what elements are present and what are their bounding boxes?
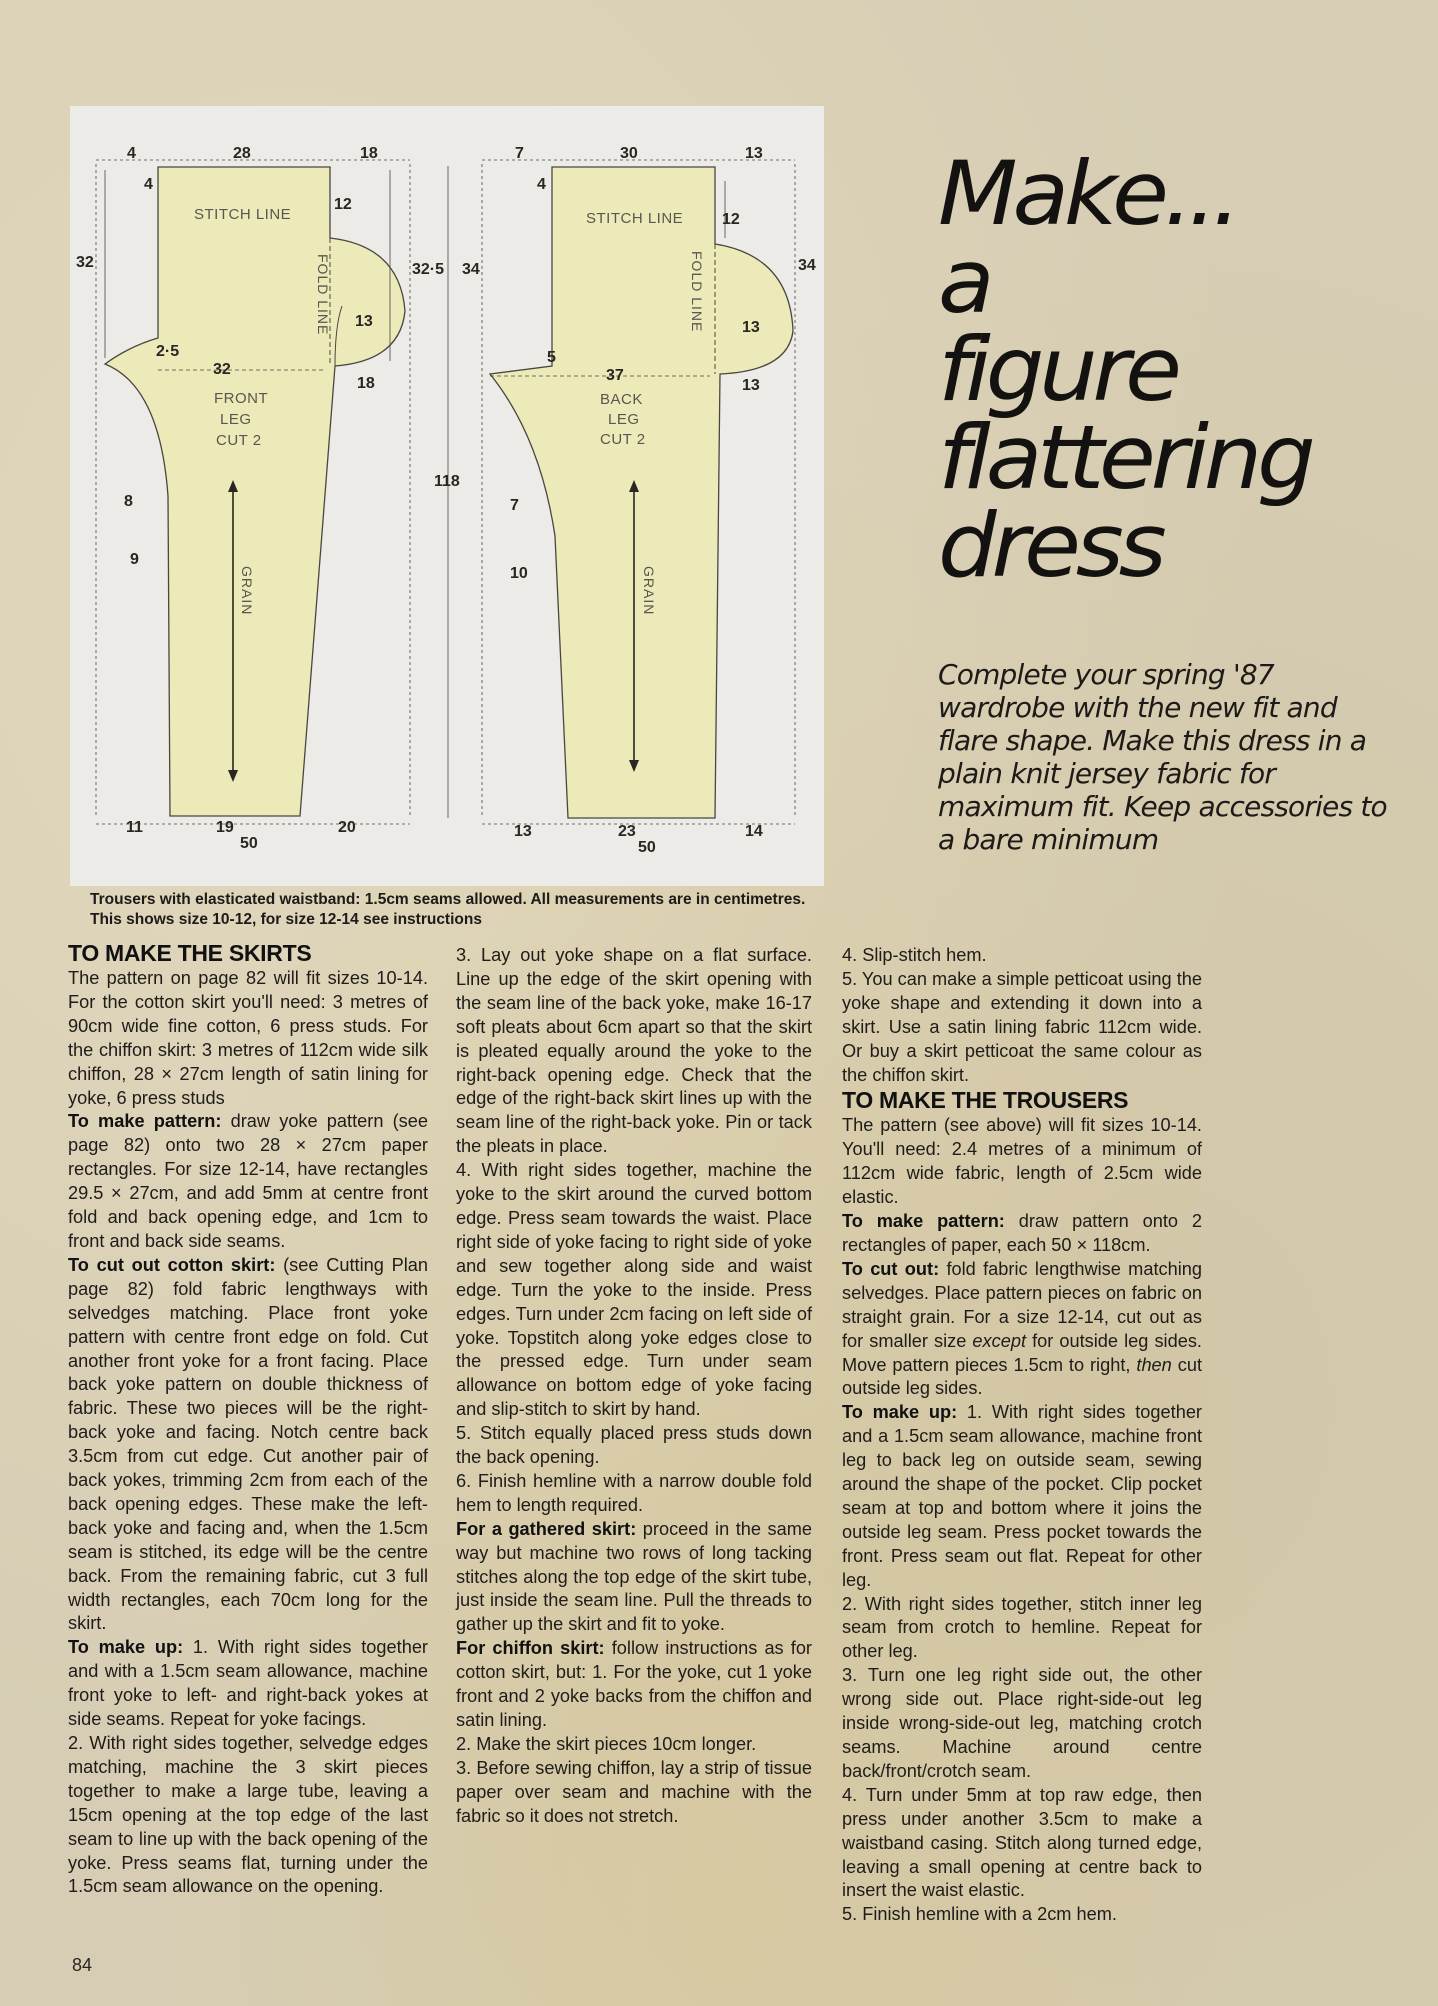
back-dim-12: 10 (510, 565, 528, 582)
front-dim-6: 32·5 (412, 261, 445, 278)
trousers-cut-then: then (1136, 1354, 1172, 1375)
trousers-step3: 3. Turn one leg right side out, the other wrong side out. Place right-side-out leg inside wrong-side-out leg, matching crotch seams. Machine around centre back/front/crotch seam. (842, 1665, 1202, 1781)
back-dim-0: 7 (515, 145, 524, 162)
back-dim-3: 4 (537, 176, 546, 193)
column-1 (68, 940, 428, 1899)
back-dim-4: 34 (462, 261, 480, 278)
front-dim-7: 13 (355, 313, 373, 330)
gathered-lead: For a gathered skirt: (456, 1518, 637, 1539)
chiffon-step2: 2. Make the skirt pieces 10cm longer. (456, 1733, 757, 1754)
gathered-text: proceed in the same way but machine two rows of long tacking stitches along the top edge of the skirt tube, just inside the seam line. Pull the threads to gather up the skirt and fit to yoke. (456, 1518, 812, 1635)
back-grain: GRAIN (641, 566, 657, 616)
skirts-step3: 3. Lay out yoke shape on a flat surface. Line up the edge of the skirt opening with the seam line of the back yoke, make 16-17 soft pleats about 6cm apart so that the skirt is pleated equally around the yoke to the right-back opening edge. Check that the edge of the right-back skirt lines up with the seam line of the right-back yoke. Pin or tack the pleats in place. (456, 945, 812, 1157)
title-line-5: dress (938, 494, 1162, 597)
back-dim-8: 5 (547, 349, 556, 366)
skirts-makeup-text: 1. With right sides together and with a 1.5cm seam allowance, machine front yoke to left- and right-back yokes at side seams. Repeat for yoke facings. (68, 1637, 428, 1730)
trousers-cut-except: except (972, 1330, 1027, 1351)
front-dim-11: 8 (124, 493, 133, 510)
back-dim-1: 30 (620, 145, 638, 162)
column-2 (456, 944, 812, 1829)
back-leg-outline (490, 167, 793, 818)
title-line-2: a (938, 230, 990, 333)
page-number: 84 (72, 1955, 93, 1975)
back-stitch-line: STITCH LINE (586, 210, 684, 227)
back-dim-5: 12 (722, 211, 740, 228)
front-stitch-line: STITCH LINE (194, 206, 292, 223)
diagram-caption: Trousers with elasticated waistband: 1.5cm seams allowed. All measurements are in centimetres. This shows size 10-12, for size 12-14 see instructions (90, 891, 806, 928)
trousers-intro: The pattern (see above) will fit sizes 10-14. You'll need: 2.4 metres of a minimum of 112cm wide fabric, length of 2.5cm wide elastic. (842, 1115, 1202, 1208)
trousers-cut-b: for outside leg sides. Move pattern pieces 1.5cm to right, (842, 1330, 1202, 1375)
page-title (938, 142, 1378, 597)
skirts-step4: 4. With right sides together, machine the yoke to the skirt around the curved bottom edge. Press seam towards the waist. Place right side of yoke facing to right side of yoke and sew together along side and waist edge. Turn the yoke to the inside. Press edges. Turn under 2cm facing on left side of yoke. Topstitch along yoke edges close to the pressed edge. Turn under seam allowance on bottom edge of yoke facing and slip-stitch to skirt by hand. (456, 1160, 812, 1420)
skirts-pattern-text: draw yoke pattern (see page 82) onto two 28 × 27cm paper rectangles. For size 12-14, have rectangles 29.5 × 27cm, and add 5mm at centre front fold and back opening edge, and 1cm to front and back side seams. (68, 1111, 428, 1251)
front-leg-outline (105, 167, 405, 816)
front-dim-4: 32 (76, 254, 94, 271)
front-dim-8: 2·5 (156, 343, 180, 360)
skirts-step2: 2. With right sides together, selvedge edges matching, machine the 3 skirt pieces together to make a large tube, leaving a 15cm opening at the top edge of the last seam to line up with the back opening of the yoke. Press seams flat, turning under the 1.5cm seam allowance on the opening. (68, 1733, 428, 1897)
back-dim-6: 34 (798, 257, 816, 274)
back-dim-16: 50 (638, 839, 656, 856)
skirts-makeup-lead: To make up: (68, 1637, 184, 1658)
front-grain: GRAIN (239, 566, 255, 616)
subtitle: Complete your spring '87 wardrobe with the new fit and flare shape. Make this dress in a plain knit jersey fabric for maximum fit. Keep accessories to a bare minimum (938, 658, 1387, 856)
front-dim-14: 19 (216, 819, 234, 836)
chiffon-step5: 5. You can make a simple petticoat using the yoke shape and extending it down into a skirt. Use a satin lining fabric 112cm wide. Or buy a skirt petticoat the same colour as the chiffon skirt. (842, 968, 1202, 1085)
skirts-heading: TO MAKE THE SKIRTS (68, 940, 312, 966)
front-dim-12: 9 (130, 551, 139, 568)
chiffon-step3: 3. Before sewing chiffon, lay a strip of tissue paper over seam and machine with the fabric so it does not stretch. (456, 1757, 812, 1826)
title-line-3: figure (938, 318, 1177, 421)
front-dim-5: 12 (334, 196, 352, 213)
chiffon-lead: For chiffon skirt: (456, 1638, 605, 1659)
trousers-makeup-lead: To make up: (842, 1402, 958, 1423)
front-dim-15: 20 (338, 819, 356, 836)
trousers-cut-c: cut outside leg sides. (842, 1354, 1202, 1399)
front-dim-10: 18 (357, 375, 375, 392)
back-dim-11: 7 (510, 497, 519, 514)
back-dim-2: 13 (745, 145, 763, 162)
back-dim-7: 13 (742, 319, 760, 336)
trousers-pattern-text: draw pattern onto 2 rectangles of paper, each 50 × 118cm. (842, 1211, 1202, 1255)
back-leg-label: LEG (608, 411, 640, 428)
back-dim-14: 23 (618, 823, 636, 840)
trousers-heading: TO MAKE THE TROUSERS (842, 1087, 1129, 1114)
skirts-pattern-lead: To make pattern: (68, 1111, 222, 1132)
trouser-pattern-svg (70, 106, 824, 886)
pattern-diagram (70, 106, 824, 886)
front-leg-piece (76, 145, 444, 852)
trousers-step4: 4. Turn under 5mm at top raw edge, then press under another 3.5cm to make a waistband casing. Stitch along turned edge, leaving a small opening at centre back to insert the waist elastic. (842, 1784, 1202, 1901)
front-dim-13: 11 (126, 819, 143, 836)
back-dim-9: 37 (606, 367, 624, 384)
trousers-makeup-text: 1. With right sides together and a 1.5cm seam allowance, machine front leg to back leg on outside seam, sewing around the shape of the pocket. Clip pocket seam at top and bottom where it joins the outside leg seam. Press pocket towards the front. Press seam out flat. Repeat for other leg. (842, 1402, 1202, 1590)
front-leg-label: LEG (220, 411, 252, 428)
front-dim-0: 4 (127, 145, 136, 162)
front-dim-16: 50 (240, 835, 258, 852)
trousers-cut-a: fold fabric lengthwise matching selvedges. Place pattern pieces on fabric on straight grain. For a size 12-14, cut out as for smaller size (842, 1258, 1202, 1351)
chiffon-text: follow instructions as for cotton skirt, but: 1. For the yoke, cut 1 yoke front and 2 yoke backs from the chiffon and satin lining. (456, 1638, 812, 1730)
front-dim-9: 32 (213, 361, 231, 378)
trousers-step5: 5. Finish hemline with a 2cm hem. (842, 1904, 1117, 1925)
front-fold-line: FOLD LINE (315, 254, 331, 336)
back-leg-piece (462, 145, 816, 856)
trousers-pattern-lead: To make pattern: (842, 1211, 1005, 1232)
title-line-4: flattering (938, 406, 1311, 509)
trousers-step2: 2. With right sides together, stitch inner leg seam from crotch to hemline. Repeat for other leg. (842, 1593, 1202, 1662)
front-dim-3: 4 (144, 176, 153, 193)
skirts-intro: The pattern on page 82 will fit sizes 10-14. For the cotton skirt you'll need: 3 metres of 90cm wide fine cotton, 6 press studs. For the chiffon skirt: 3 metres of 112cm wide silk chiffon, 28 × 27cm length of satin lining for yoke, 6 press studs (68, 968, 428, 1108)
back-fold-line: FOLD LINE (689, 251, 705, 333)
front-label: FRONT (214, 390, 269, 407)
back-cut-label: CUT 2 (600, 431, 646, 448)
front-cut-label: CUT 2 (216, 432, 262, 449)
back-dim-13: 13 (514, 823, 532, 840)
front-dim-2: 18 (360, 145, 378, 162)
skirts-cut-text: (see Cutting Plan page 82) fold fabric lengthways with selvedges matching. Place front yoke pattern with centre front edge on fold. Cut another front yoke for a front facing. Place back yoke pattern on double thickness of fabric. These two pieces will be the right-back yoke and facing. Notch centre back 3.5cm from cut edge. Cut another pair of back yokes, trimming 2cm from each of the back opening edges. These make the left-back yoke and facing and, when the 1.5cm seam is stitched, its edge will be the centre back. From the remaining fabric, cut 3 full width rectangles, each 70cm long for the skirt. (68, 1254, 428, 1634)
back-dim-15: 14 (745, 823, 763, 840)
skirts-step6: 6. Finish hemline with a narrow double fold hem to length required. (456, 1470, 812, 1515)
title-line-1: Make... (938, 142, 1237, 245)
front-dim-1: 28 (233, 145, 251, 162)
trousers-cut-lead: To cut out: (842, 1258, 940, 1279)
chiffon-step4: 4. Slip-stitch hem. (842, 945, 987, 965)
back-label: BACK (600, 391, 643, 408)
column-3 (842, 944, 1202, 1927)
skirts-step5: 5. Stitch equally placed press studs down the back opening. (456, 1423, 812, 1468)
skirts-cut-lead: To cut out cotton skirt: (68, 1254, 276, 1275)
back-dim-10: 13 (742, 377, 760, 394)
center-dim: 118 (434, 473, 460, 490)
